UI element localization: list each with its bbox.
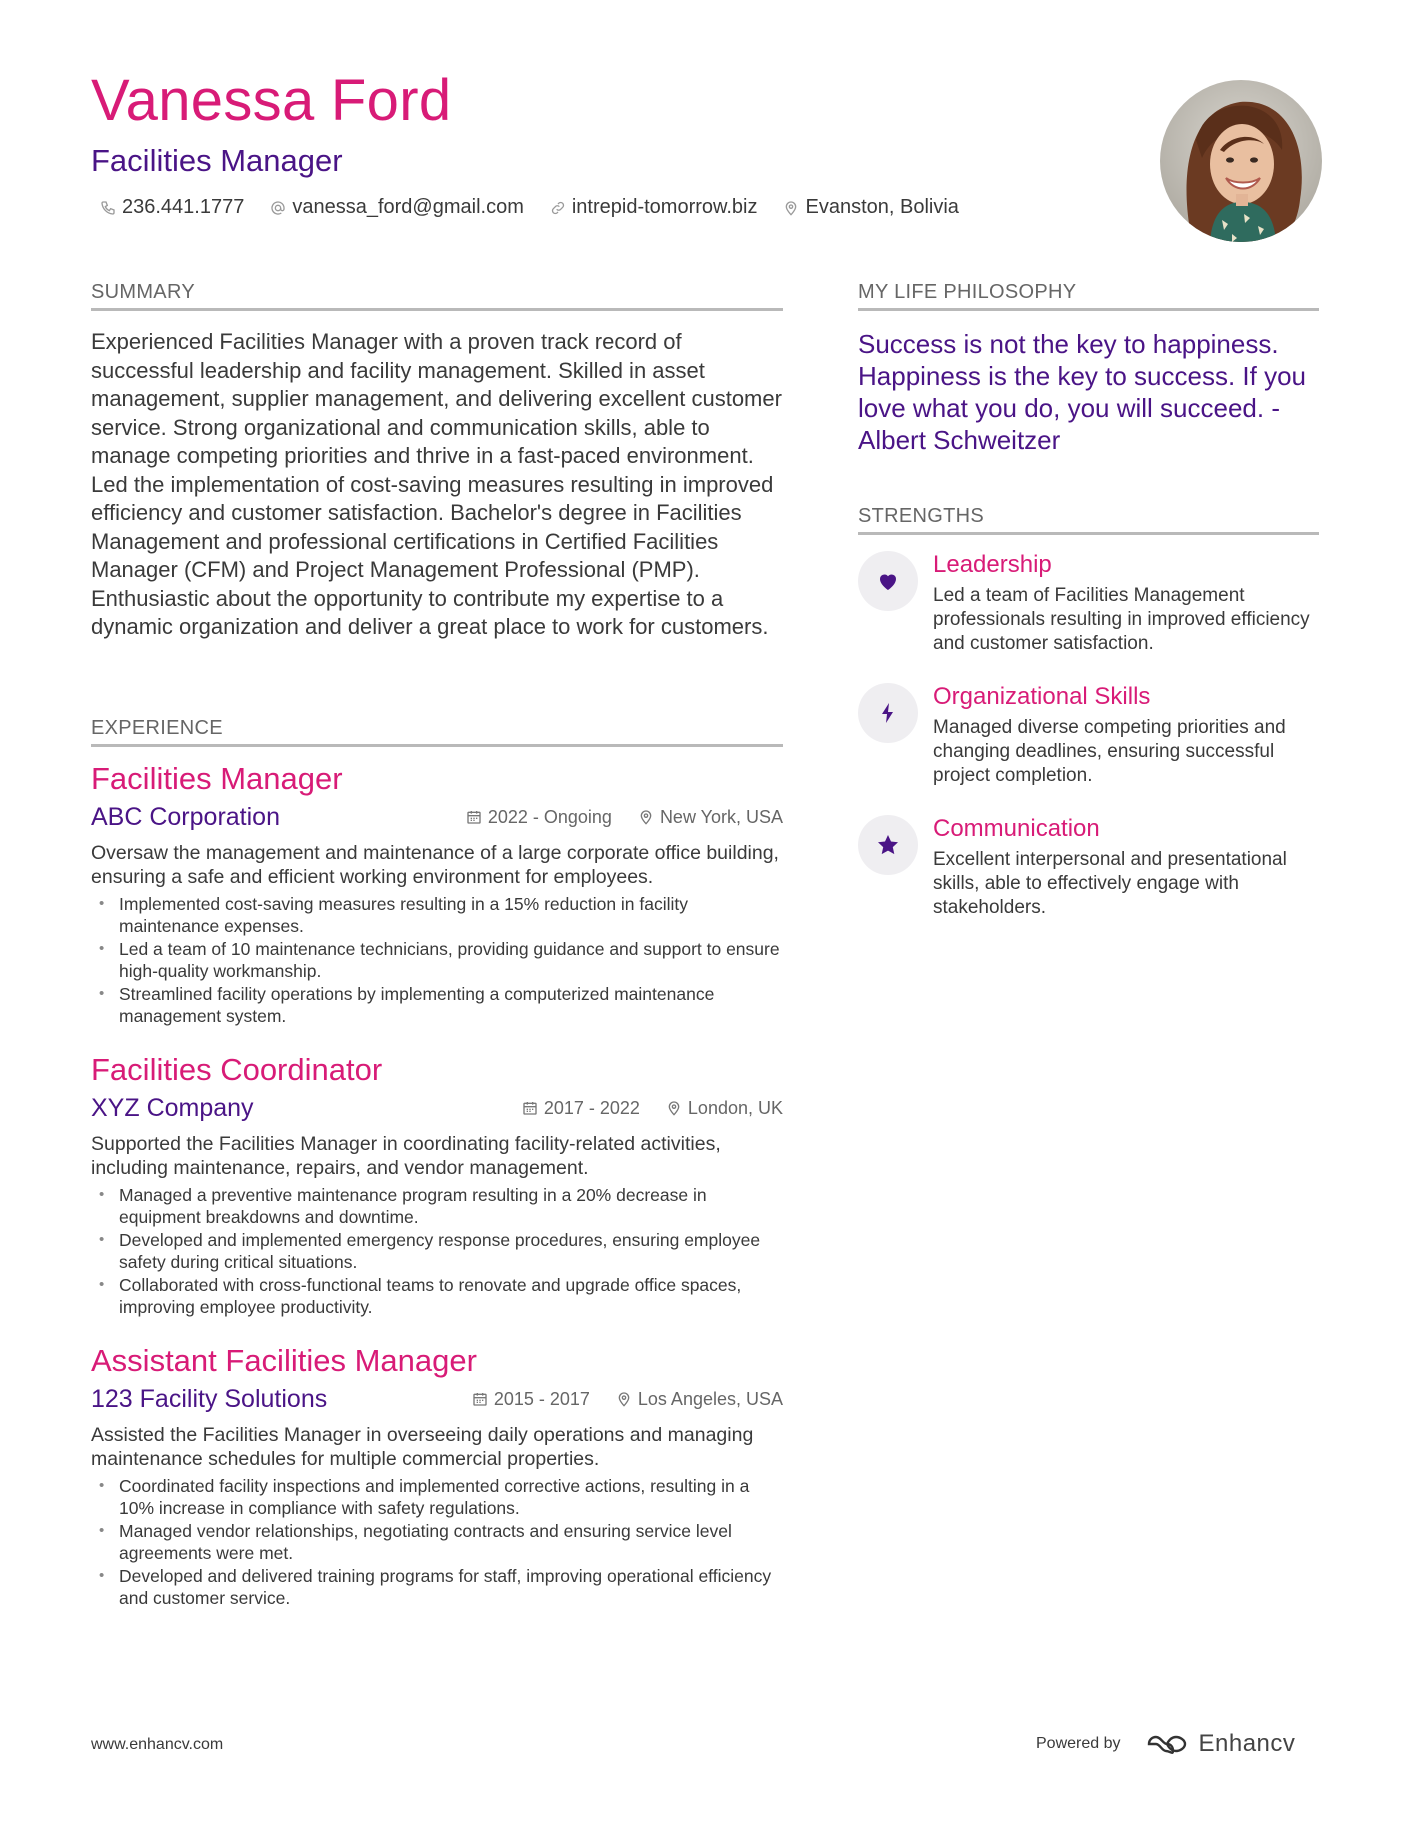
philosophy-heading: MY LIFE PHILOSOPHY [858,281,1319,311]
job-meta [91,1094,783,1123]
bolt-icon [876,701,900,725]
philosophy-quote: Success is not the key to happiness. Happiness is the key to success. If you love what you do, you will succeed. - Albert Schweitzer [858,329,1306,455]
job-dates [472,1389,590,1410]
job-description: Supported the Facilities Manager in coordinating facility-related activities, including maintenance, repairs, and vendor management. [91,1132,721,1179]
job-location-text: London, UK [687,1097,783,1118]
job-location-text: New York, USA [659,806,783,827]
job-title: Facilities Coordinator [91,1052,383,1087]
job-bullets [91,1184,783,1319]
bullet-item: • Developed and delivered training programs for staff, improving operational efficiency and customer service. [91,1565,783,1610]
job-title: Facilities Manager [91,761,343,796]
job-description: Oversaw the management and maintenance of a large corporate office building, ensuring a safe and efficient working environment for employees. [91,841,779,888]
at-icon [270,200,286,216]
calendar-icon [522,1100,538,1116]
star-icon [876,833,900,857]
job-dates-text: 2022 - Ongoing [487,806,612,827]
job-meta-details [496,1098,783,1119]
job-location [638,807,783,828]
strength-title: Organizational Skills [933,683,1151,710]
company-name: ABC Corporation [91,802,280,831]
phone-text: 236.441.1777 [122,196,245,218]
job-description: Assisted the Facilities Manager in overseeing daily operations and managing maintenance schedules for multiple commercial properties. [91,1423,754,1470]
strength-description: Excellent interpersonal and presentational skills, able to effectively engage with stakeholders. [933,848,1287,918]
strength-icon-badge [858,815,918,875]
strength-body [933,551,1319,656]
job-dates-text: 2015 - 2017 [493,1388,590,1409]
bullet-item: • Coordinated facility inspections and implemented corrective actions, resulting in a 10% increase in compliance with safety regulations. [91,1475,783,1520]
bullet-item: • Managed a preventive maintenance program resulting in a 20% decrease in equipment breakdowns and downtime. [91,1184,783,1229]
bullet-item: • Led a team of 10 maintenance technicians, providing guidance and support to ensure high-quality workmanship. [91,938,783,983]
strength-body [933,815,1319,920]
strength-description: Led a team of Facilities Management professionals resulting in improved efficiency and customer satisfaction. [933,584,1310,654]
location-pin-icon [616,1391,632,1407]
contact-phone[interactable] [100,196,244,219]
enhancv-logo-icon [1145,1732,1189,1756]
location-pin-icon [638,809,654,825]
job-meta-details [440,807,783,828]
calendar-icon [472,1391,488,1407]
job-entry [91,1051,783,1319]
strengths-heading: STRENGTHS [858,505,1319,535]
summary-heading: SUMMARY [91,281,783,311]
company-name: XYZ Company [91,1093,254,1122]
contact-website[interactable] [550,196,758,219]
summary-text: Experienced Facilities Manager with a proven track record of successful leadership and facility management. Skilled in asset management, supplier management, and delivering excellent customer service. Strong organizational and communication skills, able to manage competing priorities and thrive in a fast-paced environment. Led the implementation of cost-saving measures resulting in improved efficiency and customer satisfaction. Bachelor's degree in Facilities Management and professional certifications in Certified Facilities Manager (CFM) and Project Management Professional (PMP). Enthusiastic about the opportunity to contribute my expertise to a dynamic organization and deliver a great place to work for customers. [91,329,782,639]
location-pin-icon [666,1100,682,1116]
footer-website[interactable]: www.enhancv.com [91,1736,224,1753]
job-title: Assistant Facilities Manager [91,1343,477,1378]
job-meta [91,1385,783,1414]
email-text: vanessa_ford@gmail.com [292,196,524,218]
job-entry [91,1342,783,1610]
job-bullets [91,893,783,1028]
job-dates [522,1098,640,1119]
phone-icon [100,200,116,216]
contact-bar [100,196,985,219]
job-location [616,1389,783,1410]
brand-name: Enhancv [1198,1730,1296,1757]
strength-description: Managed diverse competing priorities and changing deadlines, ensuring successful project completion. [933,716,1286,786]
job-entry [91,760,783,1028]
avatar [1160,80,1322,242]
location-text: Evanston, Bolivia [805,196,959,218]
bullet-item: • Developed and implemented emergency response procedures, ensuring employee safety during critical situations. [91,1229,783,1274]
powered-by-label: Powered by [1036,1735,1121,1752]
contact-email[interactable] [270,196,524,219]
company-name: 123 Facility Solutions [91,1384,328,1413]
strength-icon-badge [858,683,918,743]
job-dates-text: 2017 - 2022 [543,1097,640,1118]
job-location [666,1098,783,1119]
contact-location [783,196,958,219]
job-meta-details [446,1389,783,1410]
candidate-role: Facilities Manager [91,143,343,178]
link-icon [550,200,566,216]
job-meta [91,803,783,832]
brand-logo[interactable] [1145,1730,1296,1758]
website-text: intrepid-tomorrow.biz [571,196,758,218]
bullet-item: • Managed vendor relationships, negotiating contracts and ensuring service level agreements were met. [91,1520,783,1565]
strength-icon-badge [858,551,918,611]
job-bullets [91,1475,783,1610]
strength-title: Communication [933,815,1100,842]
experience-heading: EXPERIENCE [91,717,783,747]
strength-body [933,683,1319,788]
job-dates [466,807,612,828]
footer-branding [1036,1730,1295,1758]
bullet-item: • Collaborated with cross-functional teams to renovate and upgrade office spaces, improving employee productivity. [91,1274,783,1319]
candidate-name: Vanessa Ford [91,68,452,133]
strength-title: Leadership [933,551,1052,578]
location-pin-icon [783,200,799,216]
calendar-icon [466,809,482,825]
job-location-text: Los Angeles, USA [637,1388,783,1409]
bullet-item: • Streamlined facility operations by implementing a computerized maintenance management system. [91,983,783,1028]
bullet-item: • Implemented cost-saving measures resulting in a 15% reduction in facility maintenance expenses. [91,893,783,938]
heart-icon [876,569,900,593]
